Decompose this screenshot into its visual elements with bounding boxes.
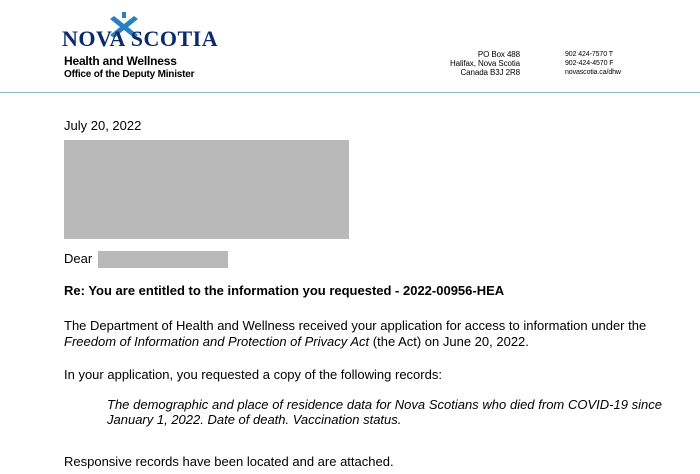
address-line: PO Box 488 <box>477 50 520 59</box>
nova-scotia-logo <box>62 10 219 51</box>
address-line: Canada B3J 2R8 <box>460 68 520 77</box>
office-name: Office of the Deputy Minister <box>64 69 195 80</box>
phone-number: 902 424-7570 T <box>565 51 613 58</box>
salutation: Dear <box>64 251 93 266</box>
contact-info <box>565 50 621 77</box>
paragraph-request-intro: In your application, you requested a copy of the following records: <box>64 367 442 382</box>
fax-number: 902-424-4570 F <box>565 60 614 67</box>
paragraph-text: (the Act) on June 20, 2022. <box>369 334 529 349</box>
paragraph-application-received <box>64 318 664 350</box>
letter-date: July 20, 2022 <box>64 118 142 133</box>
website-link[interactable]: novascotia.ca/dhw <box>565 69 621 76</box>
requested-records-quote: The demographic and place of residence data for Nova Scotians who died from COVID-19 since January 1, 2022. Date of death. Vaccination status. <box>107 397 662 427</box>
department-name: Health and Wellness <box>64 54 177 68</box>
act-title: Freedom of Information and Protection of Privacy Act <box>64 334 370 349</box>
mailing-address <box>450 50 520 77</box>
address-line: Halifax, Nova Scotia <box>449 59 520 68</box>
redacted-recipient-address <box>64 140 349 239</box>
redacted-recipient-name <box>98 251 228 268</box>
paragraph-text: The Department of Health and Wellness received your application for access to information under the <box>64 318 647 333</box>
paragraph-records-located: Responsive records have been located and are attached. <box>64 454 394 469</box>
letter-subject: Re: You are entitled to the information you requested - 2022-00956-HEA <box>64 283 505 298</box>
header-divider <box>0 92 700 93</box>
logo-wordmark: NOVA SCOTIA <box>62 26 219 51</box>
